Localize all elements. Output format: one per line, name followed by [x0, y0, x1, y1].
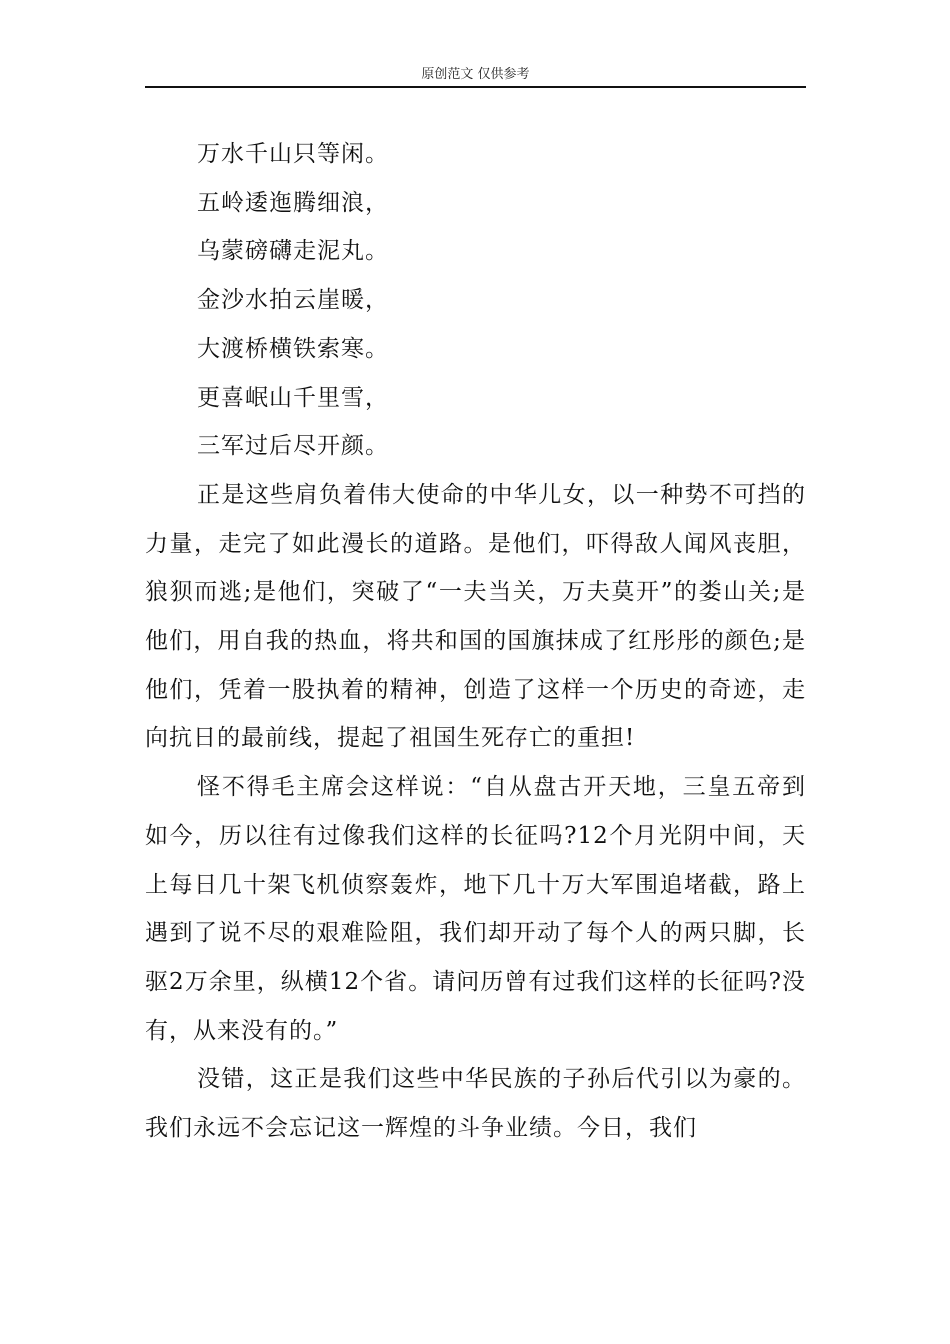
paragraph: 正是这些肩负着伟大使命的中华儿女，以一种势不可挡的力量，走完了如此漫长的道路。是他们，吓得敌人闻风丧胆，狼狈而逃;是他们，突破了“一夫当关，万夫莫开”的娄山关;是他们，用自我的热血，将共和国的国旗抹成了红彤彤的颜色;是他们，凭着一股执着的精神，创造了这样一个历史的奇迹，走向抗日的最前线，提起了祖国生死存亡的重担!: [145, 481, 806, 752]
poem-line: 更喜岷山千里雪，: [197, 384, 389, 411]
poem-line: 乌蒙磅礴走泥丸。: [197, 238, 389, 265]
paragraph: 怪不得毛主席会这样说：“自从盘古开天地，三皇五帝到如今，历以往有过像我们这样的长征吗?12个月光阴中间，天上每日几十架飞机侦察轰炸，地下几十万大军围追堵截，路上遇到了说不尽的艰难险阻，我们却开动了每个人的两只脚，长驱2万余里，纵横12个省。请问历曾有过我们这样的长征吗?没有，从来没有的。”: [145, 774, 806, 1044]
header-divider: [145, 86, 806, 88]
poem-line: 三军过后尽开颜。: [197, 433, 389, 460]
page-header: 原创范文 仅供参考: [421, 67, 530, 82]
poem-line: 金沙水拍云崖暖，: [197, 287, 389, 314]
poem-line: 万水千山只等闲。: [197, 141, 389, 167]
poem-line: 大渡桥横铁索寒。: [197, 335, 389, 362]
document-body: [145, 130, 806, 1153]
poem-line: 五岭逶迤腾细浪，: [197, 189, 389, 216]
paragraph: 没错，这正是我们这些中华民族的子孙后代引以为豪的。我们永远不会忘记这一辉煌的斗争业绩。今日，我们: [145, 1066, 806, 1142]
